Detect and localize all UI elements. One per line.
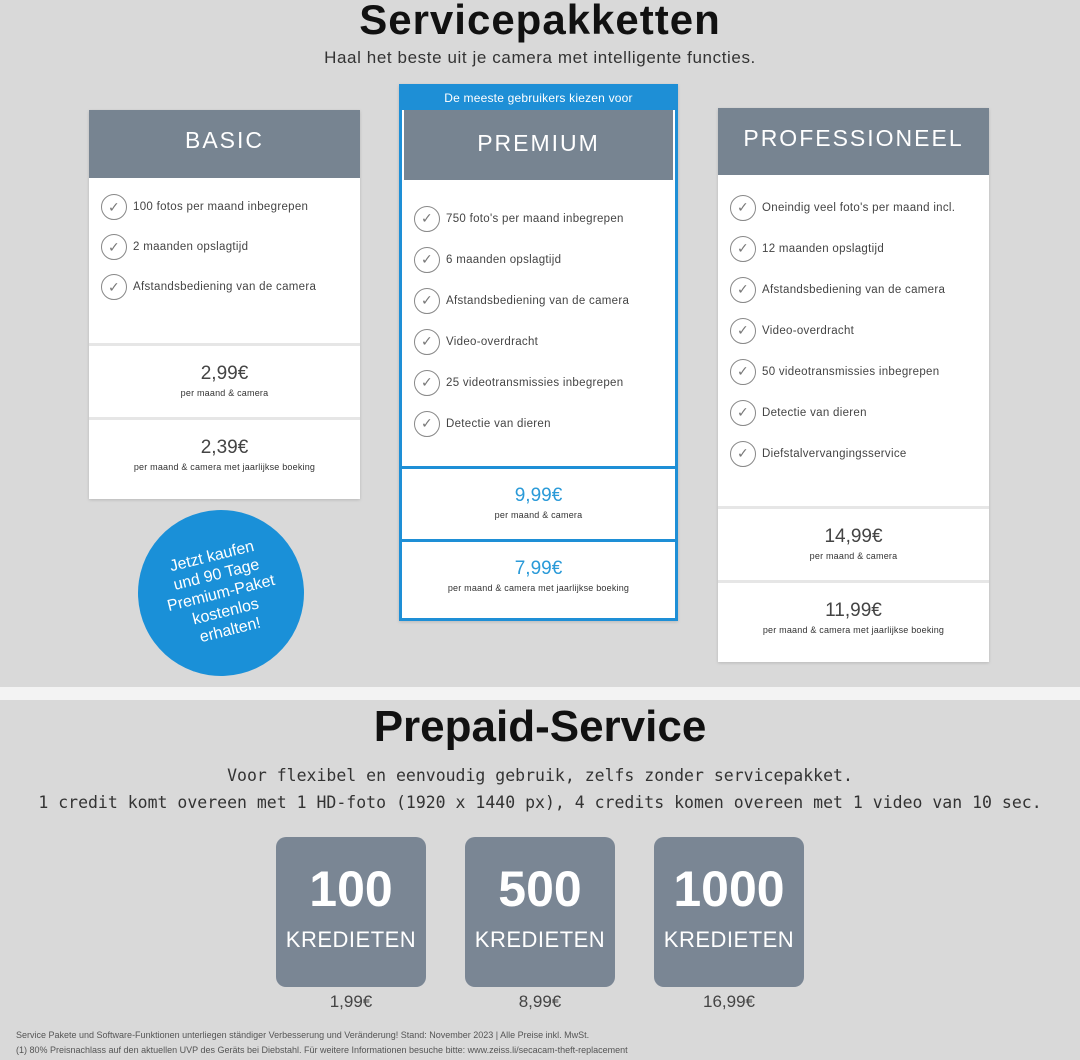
check-icon: ✓ bbox=[101, 194, 127, 220]
prepaid-section bbox=[0, 700, 1080, 1060]
check-icon: ✓ bbox=[414, 411, 440, 437]
feature-item: ✓ 50 videotransmissies inbegrepen bbox=[718, 351, 989, 392]
feature-list bbox=[718, 175, 989, 506]
price-note: per maand & camera bbox=[494, 510, 583, 520]
plan-card-professional[interactable] bbox=[718, 108, 989, 662]
prepaid-title: Prepaid-Service bbox=[373, 702, 707, 751]
feature-item: ✓ Detectie van dieren bbox=[402, 403, 675, 444]
credit-package-100[interactable] bbox=[276, 837, 426, 987]
check-icon: ✓ bbox=[101, 234, 127, 260]
promo-badge-text: Jetzt kaufen und 90 Tage Premium-Paket kostenlos erhalten! bbox=[165, 537, 277, 646]
promo-badge[interactable] bbox=[120, 492, 321, 693]
credit-label: KREDIETEN bbox=[663, 927, 795, 952]
price-note: per maand & camera met jaarlijkse boeking bbox=[762, 625, 945, 635]
check-icon: ✓ bbox=[414, 370, 440, 396]
recommended-banner: De meeste gebruikers kiezen voor bbox=[402, 87, 675, 110]
plan-name: PREMIUM bbox=[404, 110, 673, 180]
feature-list bbox=[402, 180, 675, 466]
price-value: 14,99€ bbox=[824, 526, 883, 547]
feature-item: ✓ 2 maanden opslagtijd bbox=[89, 227, 360, 267]
footnote-disclaimer: Service Pakete und Software-Funktionen unterliegen ständiger Verbesserung und Veränderung! Stand: November 2023 | Alle Preise inkl. MwSt. bbox=[16, 1030, 590, 1040]
feature-item: ✓ Afstandsbediening van de camera bbox=[402, 280, 675, 321]
check-icon: ✓ bbox=[730, 236, 756, 262]
feature-item: ✓ Video-overdracht bbox=[718, 310, 989, 351]
check-icon: ✓ bbox=[730, 400, 756, 426]
feature-item: ✓ Detectie van dieren bbox=[718, 392, 989, 433]
page-subtitle: Haal het beste uit je camera met intelligente functies. bbox=[324, 48, 756, 67]
page-title: Servicepakketten bbox=[359, 0, 721, 43]
price-yearly bbox=[718, 580, 989, 662]
check-icon: ✓ bbox=[730, 318, 756, 344]
price-yearly bbox=[402, 539, 675, 618]
check-icon: ✓ bbox=[414, 206, 440, 232]
credit-price: 8,99€ bbox=[518, 992, 562, 1011]
feature-list bbox=[89, 178, 360, 343]
price-note: per maand & camera bbox=[809, 551, 898, 561]
price-yearly bbox=[89, 417, 360, 499]
price-monthly bbox=[402, 466, 675, 539]
check-icon: ✓ bbox=[414, 329, 440, 355]
plan-name: BASIC bbox=[89, 110, 360, 178]
feature-item: ✓ 6 maanden opslagtijd bbox=[402, 239, 675, 280]
credit-price: 16,99€ bbox=[703, 992, 755, 1011]
check-icon: ✓ bbox=[730, 359, 756, 385]
price-value: 7,99€ bbox=[514, 558, 563, 579]
price-value: 2,99€ bbox=[200, 363, 249, 384]
credit-package-1000[interactable] bbox=[654, 837, 804, 987]
check-icon: ✓ bbox=[414, 288, 440, 314]
feature-item: ✓ Afstandsbediening van de camera bbox=[89, 267, 360, 307]
price-value: 2,39€ bbox=[200, 437, 249, 458]
prepaid-description: Voor flexibel en eenvoudig gebruik, zelfs zonder servicepakket. bbox=[227, 766, 853, 785]
credit-package-500[interactable] bbox=[465, 837, 615, 987]
price-note: per maand & camera met jaarlijkse boeking bbox=[133, 462, 316, 472]
price-note: per maand & camera bbox=[180, 388, 269, 398]
price-monthly bbox=[718, 506, 989, 580]
check-icon: ✓ bbox=[730, 277, 756, 303]
credit-amount: 500 bbox=[498, 861, 582, 917]
credit-price: 1,99€ bbox=[329, 992, 373, 1011]
feature-item: ✓ Video-overdracht bbox=[402, 321, 675, 362]
feature-item: ✓ Afstandsbediening van de camera bbox=[718, 269, 989, 310]
plan-card-basic[interactable] bbox=[89, 110, 360, 499]
check-icon: ✓ bbox=[414, 247, 440, 273]
feature-item: ✓ 12 maanden opslagtijd bbox=[718, 228, 989, 269]
credit-amount: 100 bbox=[309, 861, 393, 917]
check-icon: ✓ bbox=[101, 274, 127, 300]
price-monthly bbox=[89, 343, 360, 417]
section-divider bbox=[0, 687, 1080, 700]
credit-label: KREDIETEN bbox=[474, 927, 606, 952]
footnote-theft-replacement: (1) 80% Preisnachlass auf den aktuellen UVP des Geräts bei Diebstahl. Für weitere Informationen besuche bitte: www.zeiss.li/secacam-theft-replacement bbox=[16, 1045, 628, 1055]
feature-item: ✓ 25 videotransmissies inbegrepen bbox=[402, 362, 675, 403]
plan-name: PROFESSIONEEL bbox=[718, 108, 989, 175]
check-icon: ✓ bbox=[730, 441, 756, 467]
feature-item: ✓ 750 foto's per maand inbegrepen bbox=[402, 198, 675, 239]
price-note: per maand & camera met jaarlijkse boeking bbox=[447, 583, 630, 593]
price-value: 9,99€ bbox=[514, 485, 563, 506]
price-value: 11,99€ bbox=[825, 600, 882, 621]
check-icon: ✓ bbox=[730, 195, 756, 221]
feature-item: ✓ 100 fotos per maand inbegrepen bbox=[89, 187, 360, 227]
credit-label: KREDIETEN bbox=[285, 927, 417, 952]
feature-item: ✓ Oneindig veel foto's per maand incl. bbox=[718, 187, 989, 228]
credit-amount: 1000 bbox=[673, 861, 785, 917]
plan-card-premium[interactable] bbox=[399, 84, 678, 621]
prepaid-credit-info: 1 credit komt overeen met 1 HD-foto (1920 x 1440 px), 4 credits komen overeen met 1 video van 10 sec. bbox=[38, 793, 1042, 812]
feature-item: ✓ Diefstalvervangingsservice bbox=[718, 433, 989, 474]
